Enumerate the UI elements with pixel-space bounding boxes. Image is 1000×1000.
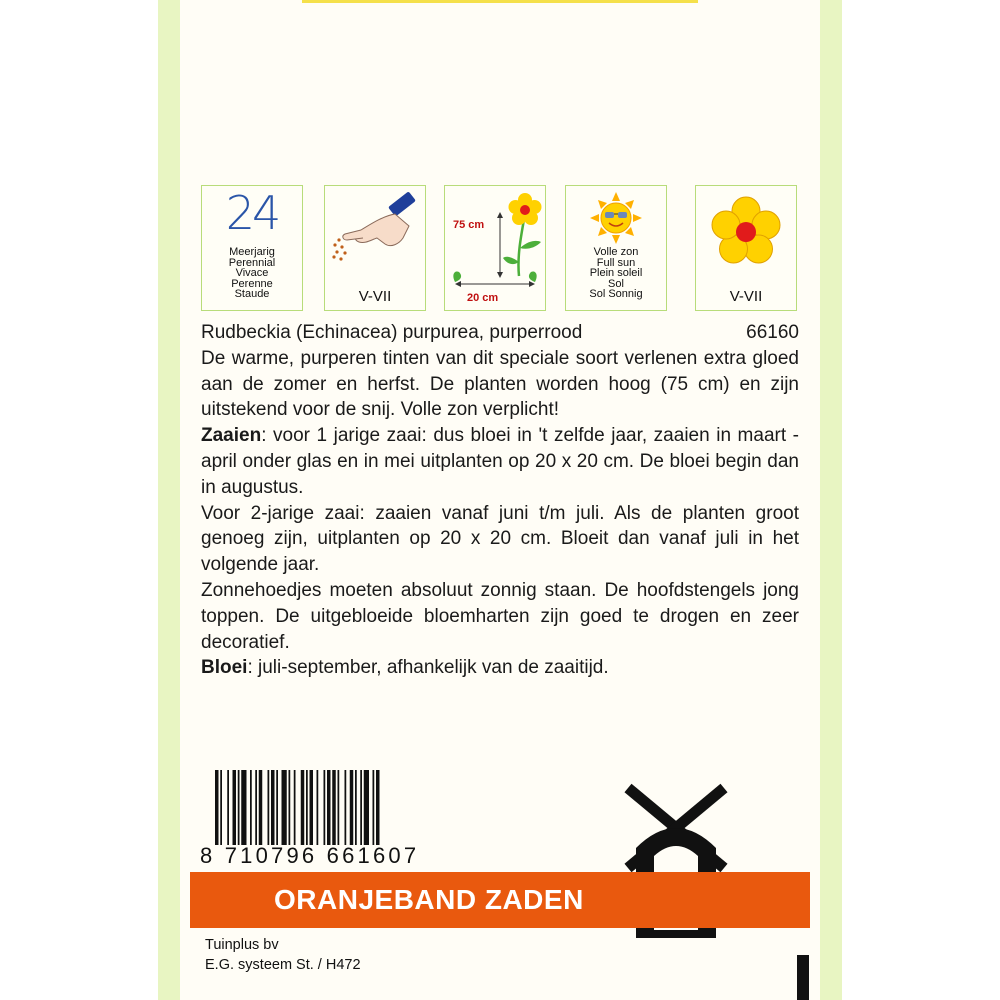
flower-icon [696, 188, 796, 274]
barcode-bar [360, 770, 362, 845]
sun-label-es: Sol [608, 277, 624, 290]
care-paragraph: Zonnehoedjes moeten absoluut zonnig staan. De hoofdstengels jong toppen. De uitgebloeide bloemharten zijn goed te drogen en zeer decoratief. [201, 579, 799, 653]
perennial-label-en: Perennial [228, 256, 276, 269]
barcode-bar [338, 770, 340, 845]
barcode-bar [345, 770, 347, 845]
perennial-label-nl: Meerjarig [229, 246, 275, 258]
sun-label-de: Sol Sonnig [589, 288, 643, 300]
sowing-label: Zaaien [201, 425, 262, 447]
barcode-bar [276, 770, 278, 845]
sowing-hand-icon [325, 190, 425, 268]
barcode-bar [324, 770, 326, 845]
product-description-block [201, 320, 799, 681]
company-registration: E.G. systeem St. / H472 [205, 957, 361, 973]
sun-icon [566, 190, 666, 250]
barcode-bar [289, 770, 291, 845]
brand-name: ORANJEBAND ZADEN [274, 884, 584, 915]
brand-banner [190, 872, 810, 928]
barcode-bar [317, 770, 319, 845]
right-border-strip [820, 0, 842, 1000]
barcode-bar [310, 770, 314, 845]
barcode-bar [306, 770, 308, 845]
barcode-bar [332, 770, 336, 845]
plant-height-label: 75 cm [453, 219, 485, 231]
barcode-bar [355, 770, 357, 845]
flowering-label: Bloei [201, 657, 248, 679]
barcode-bar [250, 770, 252, 845]
perennial-label-fr: Vivace [235, 267, 269, 279]
flowering-text: : juli-september, afhankelijk van de zaaitijd. [247, 657, 609, 679]
barcode-bar [233, 770, 237, 845]
sowing-text: : voor 1 jarige zaai: dus bloei in 't zelfde jaar, zaaien in maart -april onder glas en in mei uitplanten op 20 x 20 cm. De bloei begin dan in augustus. [201, 425, 799, 498]
product-code: 66160 [746, 322, 799, 343]
flowering-paragraph [201, 655, 799, 681]
barcode-bar [259, 770, 263, 845]
sowing-box [324, 185, 426, 311]
barcode-bar [238, 770, 240, 845]
company-info [205, 935, 361, 975]
perennial-24-icon: 24 [225, 186, 279, 240]
barcode-bar [282, 770, 287, 845]
barcode-bar [350, 770, 354, 845]
product-title: Rudbeckia (Echinacea) purpurea, purperrood [201, 322, 583, 343]
barcode-bar [271, 770, 275, 845]
barcode-bar [373, 770, 375, 845]
biennial-paragraph: Voor 2-jarige zaai: zaaien vanaf juni t/m juli. Als de planten groot genoeg zijn, uitplanten op 20 x 20 cm. Bloeit dan vanaf juli in het volgende jaar. [201, 502, 799, 576]
plant-spacing-label: 20 cm [467, 292, 499, 304]
barcode-bar [220, 770, 222, 845]
barcode-bar [268, 770, 270, 845]
barcode-bar [215, 770, 219, 845]
company-name: Tuinplus bv [205, 937, 279, 953]
sowing-paragraph [201, 423, 799, 500]
barcode-bar [294, 770, 296, 845]
barcode-bar [327, 770, 331, 845]
left-border-strip [158, 0, 180, 1000]
sun-label-nl: Volle zon [593, 246, 639, 258]
top-edge-line [302, 0, 698, 3]
barcode-bar [364, 770, 369, 845]
barcode [215, 770, 427, 845]
plant-size-box [444, 185, 546, 311]
perennial-label-es: Perenne [231, 277, 273, 290]
barcode-bar [301, 770, 305, 845]
flowering-period-label: V-VII [729, 288, 763, 305]
barcode-number: 8 710796 661607 [200, 843, 420, 868]
barcode-bar [255, 770, 257, 845]
flowering-box [695, 185, 797, 311]
product-title-row [201, 320, 799, 346]
perennial-label-de: Staude [234, 288, 270, 300]
barcode-bar [241, 770, 246, 845]
perennial-box [201, 185, 303, 311]
sun-box [565, 185, 667, 311]
edge-marker [797, 955, 809, 1000]
sun-label-en: Full sun [596, 256, 636, 269]
barcode-bar [227, 770, 229, 845]
sowing-period-label: V-VII [358, 288, 392, 305]
sun-label-fr: Plein soleil [589, 267, 643, 279]
description-paragraph: De warme, purperen tinten van dit speciale soort verlenen extra gloed aan de zomer en herfst. De planten worden hoog (75 cm) en zijn uitstekend voor de snij. Volle zon verplicht! [201, 347, 799, 421]
barcode-bar [376, 770, 380, 845]
